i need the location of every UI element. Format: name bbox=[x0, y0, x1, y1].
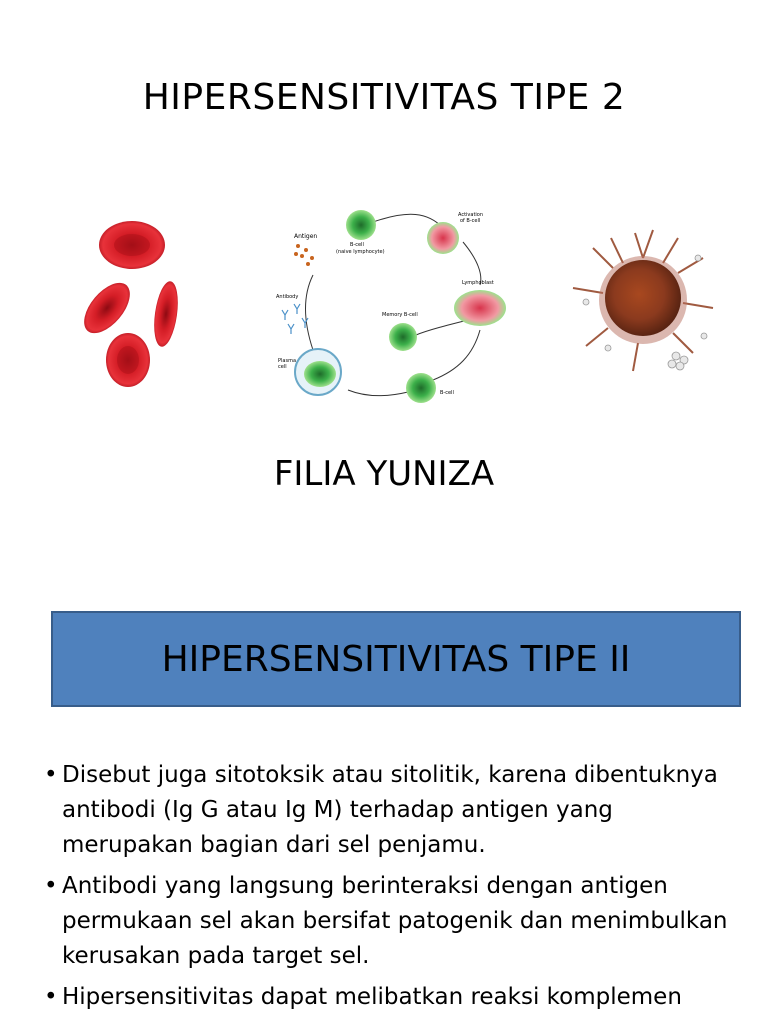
red-blood-cells-image bbox=[70, 200, 190, 420]
bullet-list bbox=[44, 758, 744, 1021]
svg-text:Plasma: Plasma bbox=[278, 358, 297, 364]
list-item bbox=[44, 980, 744, 1015]
svg-text:of B-cell: of B-cell bbox=[460, 218, 481, 224]
bullet-icon: • bbox=[44, 762, 58, 788]
memory-b-cell bbox=[389, 323, 417, 351]
svg-text:cell: cell bbox=[278, 364, 287, 370]
bullet-icon: • bbox=[44, 984, 58, 1010]
list-item bbox=[44, 758, 744, 863]
bullet-text: Hipersensitivitas dapat melibatkan reaksi komplemen bbox=[62, 984, 682, 1010]
b-cell-cycle-diagram bbox=[268, 200, 518, 415]
svg-text:Activation: Activation bbox=[458, 212, 484, 218]
svg-text:Memory B-cell: Memory B-cell bbox=[382, 312, 418, 318]
content-slide bbox=[0, 590, 768, 1024]
label-antigen: Antigen bbox=[294, 233, 318, 240]
damaged-cell bbox=[605, 260, 681, 336]
red-cell-2 bbox=[75, 275, 138, 342]
bullet-text: Antibodi yang langsung berinteraksi dengan antigen permukaan sel akan bersifat patogenik dan menimbulkan kerusakan pada target sel. bbox=[62, 873, 728, 969]
section-heading-banner bbox=[51, 611, 741, 707]
slide-title: HIPERSENSITIVITAS TIPE 2 bbox=[142, 77, 626, 118]
section-heading: HIPERSENSITIVITAS TIPE II bbox=[161, 638, 631, 680]
lymphoblast-cell bbox=[454, 290, 506, 326]
bullet-icon: • bbox=[44, 873, 58, 899]
b-cell-bottom bbox=[406, 373, 436, 403]
antigen-icon bbox=[294, 244, 314, 266]
list-item bbox=[44, 869, 744, 974]
naive-b-cell bbox=[346, 210, 376, 240]
svg-text:Lymphoblast: Lymphoblast bbox=[462, 280, 494, 286]
red-cell-3 bbox=[151, 280, 182, 348]
svg-text:B-cell: B-cell bbox=[440, 390, 454, 396]
svg-text:B-cell: B-cell bbox=[350, 242, 364, 248]
svg-text:(naive lymphocyte): (naive lymphocyte) bbox=[336, 249, 385, 255]
damaged-cell-image bbox=[568, 218, 718, 378]
antibody-icon bbox=[282, 304, 308, 334]
author-name: FILIA YUNIZA bbox=[273, 454, 495, 494]
svg-text:Antibody: Antibody bbox=[276, 294, 299, 300]
activated-b-cell bbox=[427, 222, 459, 254]
bullet-text: Disebut juga sitotoksik atau sitolitik, karena dibentuknya antibodi (Ig G atau Ig M) terhadap antigen yang merupakan bagian dari sel penjamu. bbox=[62, 762, 718, 858]
